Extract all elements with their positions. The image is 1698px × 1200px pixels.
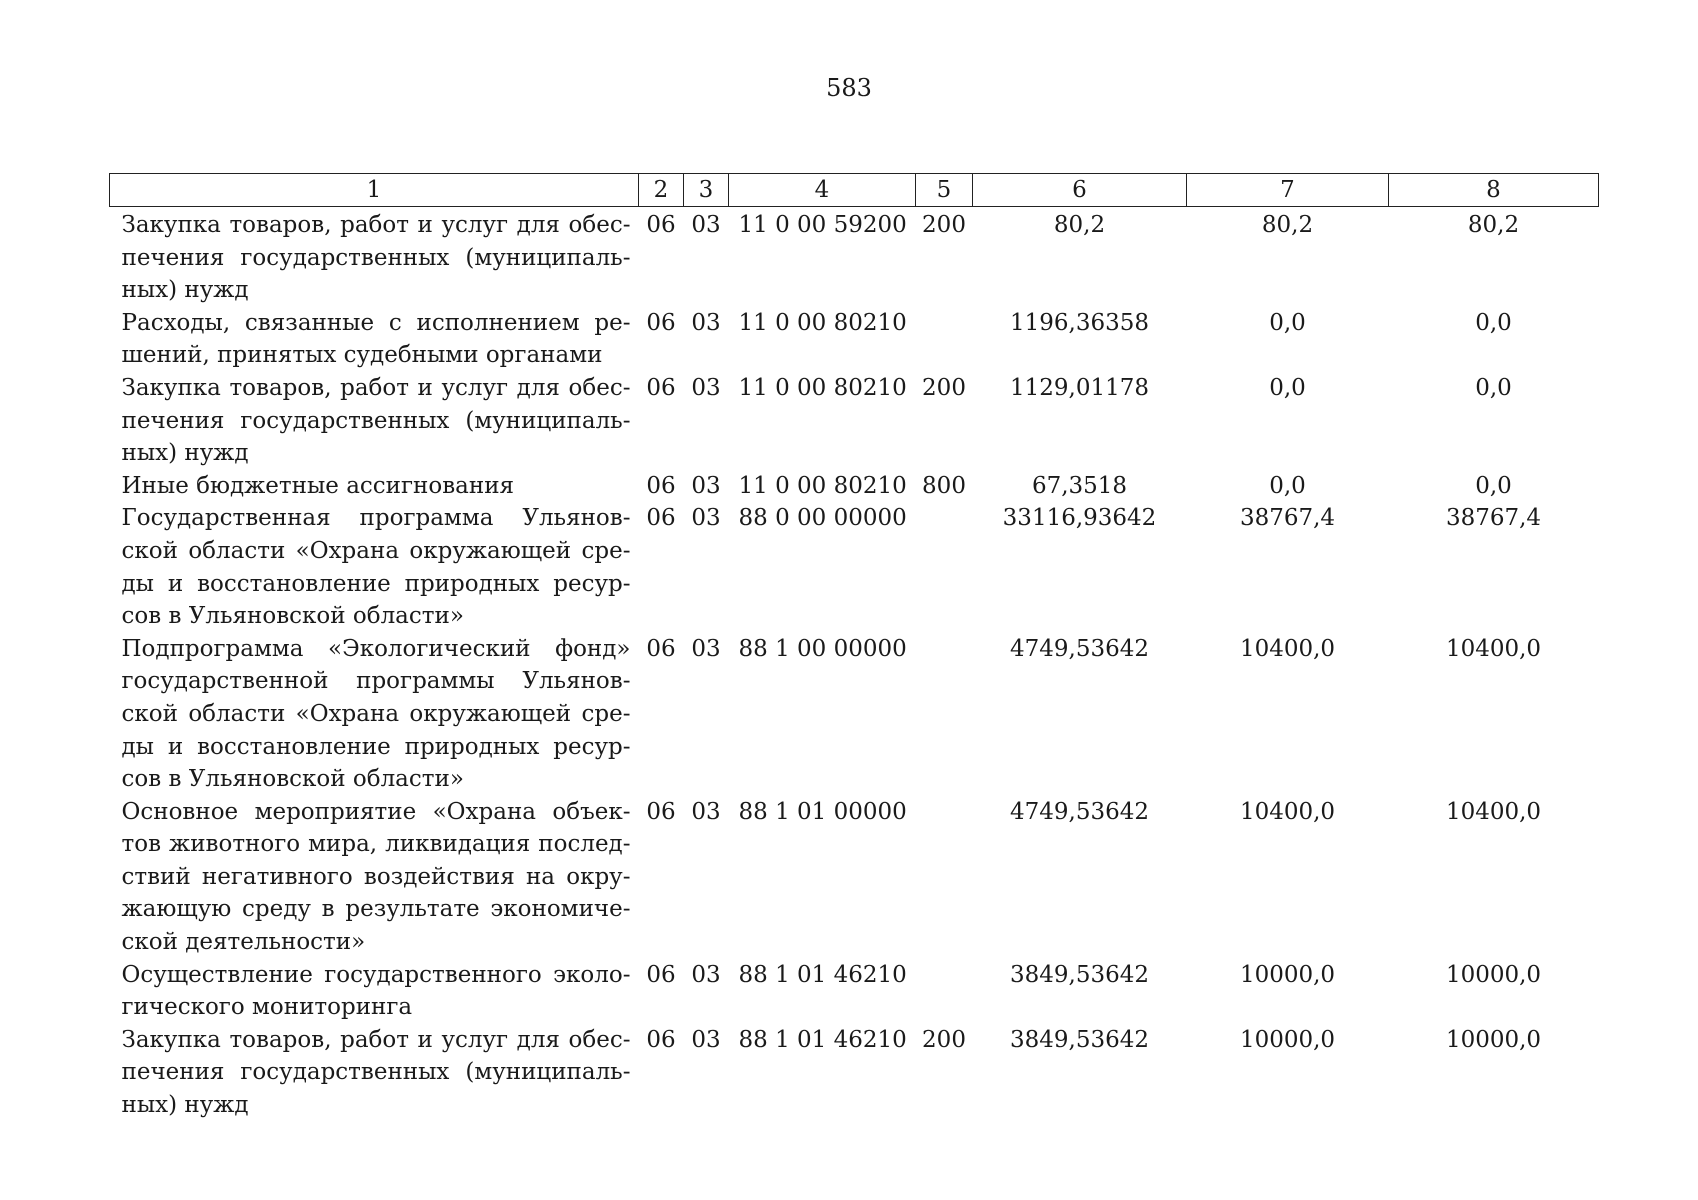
row-section: 06 [646, 635, 676, 662]
row-name: Расходы, связанные с исполнением решений, принятых судебными органами [121, 309, 631, 369]
row-section: 06 [646, 374, 676, 401]
table-header [110, 174, 1599, 207]
row-name: Иные бюджетные ассигнования [121, 472, 515, 499]
row-amount-2: 0,0 [1269, 309, 1306, 336]
row-section: 06 [646, 961, 676, 988]
page-number: 583 [826, 74, 872, 102]
table-row [110, 307, 1599, 372]
table-row [110, 470, 1599, 503]
row-subsection: 03 [691, 635, 721, 662]
row-subsection: 03 [691, 374, 721, 401]
row-amount-2: 38767,4 [1239, 505, 1336, 532]
row-expense-type: 200 [922, 1026, 966, 1053]
row-subsection: 03 [691, 309, 721, 336]
row-target-article: 11 0 00 80210 [738, 374, 907, 401]
row-section: 06 [646, 309, 676, 336]
row-expense-type [916, 959, 973, 1024]
row-target-article: 88 1 01 00000 [738, 798, 907, 825]
table-row [110, 1024, 1599, 1122]
row-name: Государственная программа Ульяновской области «Охрана окружающей среды и восстановление природных ресурсов в Ульяновской области» [121, 505, 631, 630]
row-section: 06 [646, 505, 676, 532]
row-amount-3: 38767,4 [1445, 505, 1542, 532]
row-name: Закупка товаров, работ и услуг для обеспечения государственных (муниципальных) нужд [121, 374, 631, 467]
row-target-article: 11 0 00 59200 [738, 212, 907, 238]
row-amount-2: 10400,0 [1239, 798, 1336, 825]
row-expense-type [916, 633, 973, 796]
row-amount-1: 33116,93642 [1002, 505, 1157, 532]
row-expense-type [916, 502, 973, 632]
header-col-section: 2 [639, 174, 684, 207]
row-target-article: 88 1 00 00000 [738, 635, 907, 662]
row-section: 06 [646, 472, 676, 499]
row-amount-1: 4749,53642 [1009, 798, 1149, 825]
row-subsection: 03 [691, 212, 721, 238]
row-subsection: 03 [691, 961, 721, 988]
header-col-amount-2: 7 [1187, 174, 1389, 207]
row-subsection: 03 [691, 505, 721, 532]
header-col-expense-type: 5 [916, 174, 973, 207]
row-expense-type: 200 [922, 212, 966, 238]
row-amount-1: 1129,01178 [1009, 374, 1149, 401]
header-col-amount-3: 8 [1389, 174, 1599, 207]
row-amount-1: 67,3518 [1031, 472, 1128, 499]
row-expense-type [916, 796, 973, 959]
row-subsection: 03 [691, 798, 721, 825]
row-amount-1: 3849,53642 [1009, 961, 1149, 988]
header-col-subsection: 3 [684, 174, 729, 207]
row-amount-1: 3849,53642 [1009, 1026, 1149, 1053]
row-section: 06 [646, 1026, 676, 1053]
row-amount-3: 0,0 [1475, 472, 1512, 499]
header-col-target-article: 4 [729, 174, 916, 207]
row-amount-2: 10400,0 [1239, 635, 1336, 662]
row-subsection: 03 [691, 1026, 721, 1053]
row-expense-type: 800 [922, 472, 966, 499]
row-amount-1: 4749,53642 [1009, 635, 1149, 662]
row-amount-2: 0,0 [1269, 472, 1306, 499]
row-amount-3: 10400,0 [1445, 798, 1542, 825]
row-amount-3: 10000,0 [1445, 961, 1542, 988]
row-amount-3: 0,0 [1475, 374, 1512, 401]
row-target-article: 11 0 00 80210 [738, 472, 907, 499]
row-name: Закупка товаров, работ и услуг для обеспечения государственных (муниципальных) нужд [121, 1026, 631, 1119]
row-amount-3: 80,2 [1467, 212, 1520, 238]
row-amount-2: 10000,0 [1239, 961, 1336, 988]
row-amount-1: 80,2 [1053, 212, 1106, 238]
table-row [110, 959, 1599, 1024]
row-expense-type [916, 307, 973, 372]
row-target-article: 88 1 01 46210 [738, 961, 907, 988]
row-amount-1: 1196,36358 [1009, 309, 1149, 336]
row-name: Основное мероприятие «Охрана объектов животного мира, ликвидация последствий негативного воздействия на окружающую среду в результате экономической деятельности» [121, 798, 631, 956]
table-row [110, 502, 1599, 632]
row-subsection: 03 [691, 472, 721, 499]
table-row [110, 207, 1599, 307]
row-amount-2: 10000,0 [1239, 1026, 1336, 1053]
budget-table [109, 173, 1599, 1122]
row-target-article: 88 1 01 46210 [738, 1026, 907, 1053]
row-amount-3: 0,0 [1475, 309, 1512, 336]
header-col-name: 1 [110, 174, 639, 207]
table-body [110, 207, 1599, 1122]
row-name: Осуществление государственного экологического мониторинга [121, 961, 631, 1021]
row-name: Подпрограмма «Экологический фонд» государственной программы Ульяновской области «Охрана окружающей среды и восстановление природных ресурсов в Ульяновской области» [121, 635, 631, 793]
table-row [110, 796, 1599, 959]
row-section: 06 [646, 798, 676, 825]
table-row [110, 372, 1599, 470]
row-target-article: 11 0 00 80210 [738, 309, 907, 336]
row-amount-3: 10400,0 [1445, 635, 1542, 662]
header-col-amount-1: 6 [973, 174, 1187, 207]
row-target-article: 88 0 00 00000 [738, 505, 907, 532]
row-section: 06 [646, 212, 676, 238]
row-amount-2: 0,0 [1269, 374, 1306, 401]
row-expense-type: 200 [922, 374, 966, 401]
header-row [110, 174, 1599, 207]
row-amount-2: 80,2 [1261, 212, 1314, 238]
row-amount-3: 10000,0 [1445, 1026, 1542, 1053]
row-name: Закупка товаров, работ и услуг для обеспечения государственных (муниципальных) нужд [121, 212, 631, 304]
table-row [110, 633, 1599, 796]
